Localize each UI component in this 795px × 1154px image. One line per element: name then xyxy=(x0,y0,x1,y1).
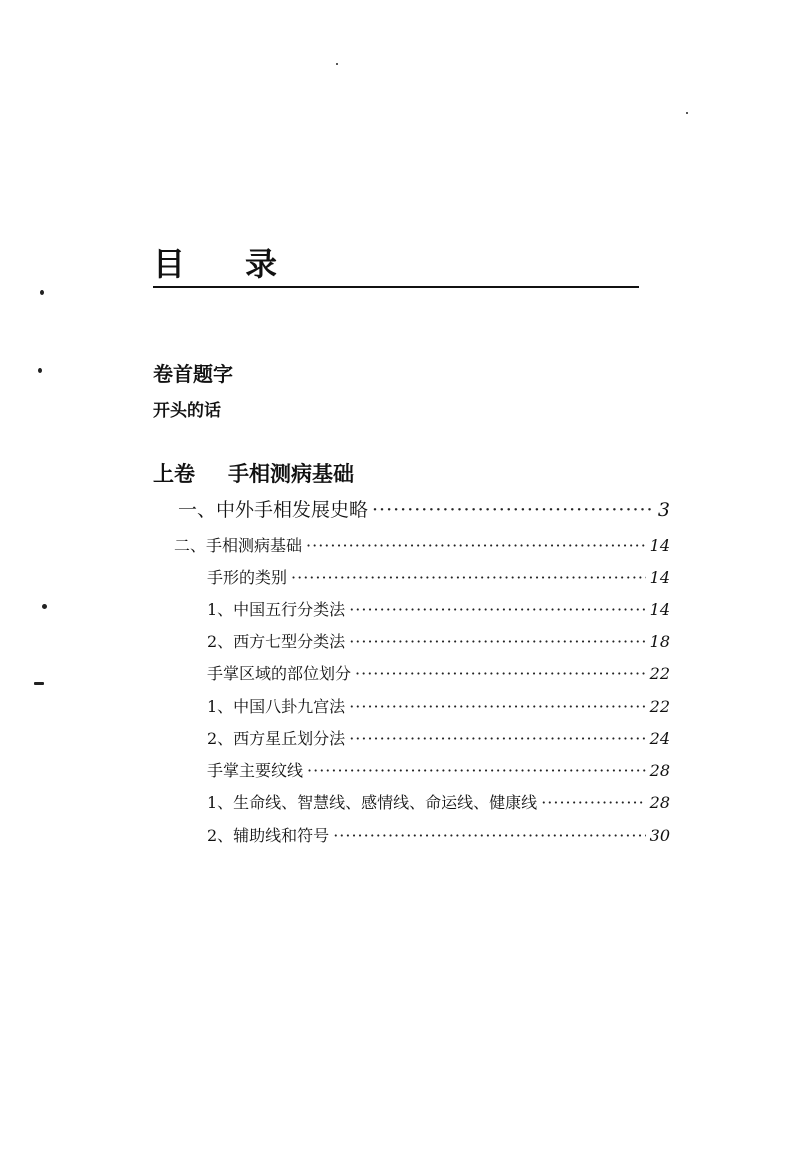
toc-entry xyxy=(174,533,670,556)
toc-title-char-2: 录 xyxy=(245,245,278,283)
toc-entry-label: 手掌主要纹线 xyxy=(207,761,304,780)
toc-entry-page: 28 xyxy=(649,793,670,812)
toc-entry-label: 手掌区域的部位划分 xyxy=(207,664,352,683)
toc-title-char-1: 目 xyxy=(153,245,186,283)
toc-entry-page: 18 xyxy=(649,632,670,651)
toc-entry xyxy=(207,758,670,781)
toc-entry xyxy=(178,495,670,522)
toc-entry-page: 30 xyxy=(649,826,670,845)
toc-entry-label: 1、中国五行分类法 xyxy=(207,600,346,619)
toc-entry-page: 22 xyxy=(649,664,670,683)
toc-entry-label: 2、西方七型分类法 xyxy=(207,632,346,651)
toc-entry xyxy=(207,597,670,620)
volume-title: 手相测病基础 xyxy=(228,462,354,486)
toc-entry xyxy=(207,726,670,749)
toc-entry xyxy=(207,694,670,717)
leader-dots xyxy=(333,826,645,845)
front-matter-item: 卷首题字 xyxy=(153,362,233,386)
toc-entry-label: 一、中外手相发展史略 xyxy=(178,499,369,521)
toc-entry-label: 手形的类别 xyxy=(207,568,288,587)
volume-label: 上卷 xyxy=(153,462,195,486)
toc-entry-label: 1、生命线、智慧线、感情线、命运线、健康线 xyxy=(207,793,538,812)
toc-entry xyxy=(207,629,670,652)
toc-entry-label: 1、中国八卦九宫法 xyxy=(207,697,346,716)
scan-speck xyxy=(336,63,338,65)
leader-dots xyxy=(349,729,645,748)
toc-entry-page: 3 xyxy=(657,499,670,521)
leader-dots xyxy=(349,632,645,651)
scan-speck xyxy=(40,290,44,295)
leader-dots xyxy=(306,536,646,555)
toc-entry-page: 24 xyxy=(649,729,670,748)
toc-entry-page: 14 xyxy=(649,568,670,587)
toc-entry xyxy=(207,565,670,588)
leader-dots xyxy=(349,600,645,619)
toc-entry-page: 14 xyxy=(649,536,670,555)
toc-entry xyxy=(207,790,670,813)
toc-entry-label: 2、辅助线和符号 xyxy=(207,826,330,845)
leader-dots xyxy=(372,499,654,521)
toc-entry-page: 14 xyxy=(649,600,670,619)
scan-speck xyxy=(34,682,44,685)
toc-entry xyxy=(207,661,670,684)
leader-dots xyxy=(355,664,646,683)
front-matter-item: 开头的话 xyxy=(153,401,221,421)
leader-dots xyxy=(541,793,645,812)
scan-speck xyxy=(686,112,688,114)
toc-entry xyxy=(207,823,670,846)
leader-dots xyxy=(291,568,646,587)
toc-title xyxy=(153,246,639,288)
leader-dots xyxy=(307,761,646,780)
toc-entry-page: 22 xyxy=(649,697,670,716)
toc-entry-label: 2、西方星丘划分法 xyxy=(207,729,346,748)
scan-speck xyxy=(42,604,47,609)
scan-speck xyxy=(38,368,42,373)
toc-entry-label: 二、手相测病基础 xyxy=(174,536,303,555)
toc-entry-page: 28 xyxy=(649,761,670,780)
leader-dots xyxy=(349,697,645,716)
